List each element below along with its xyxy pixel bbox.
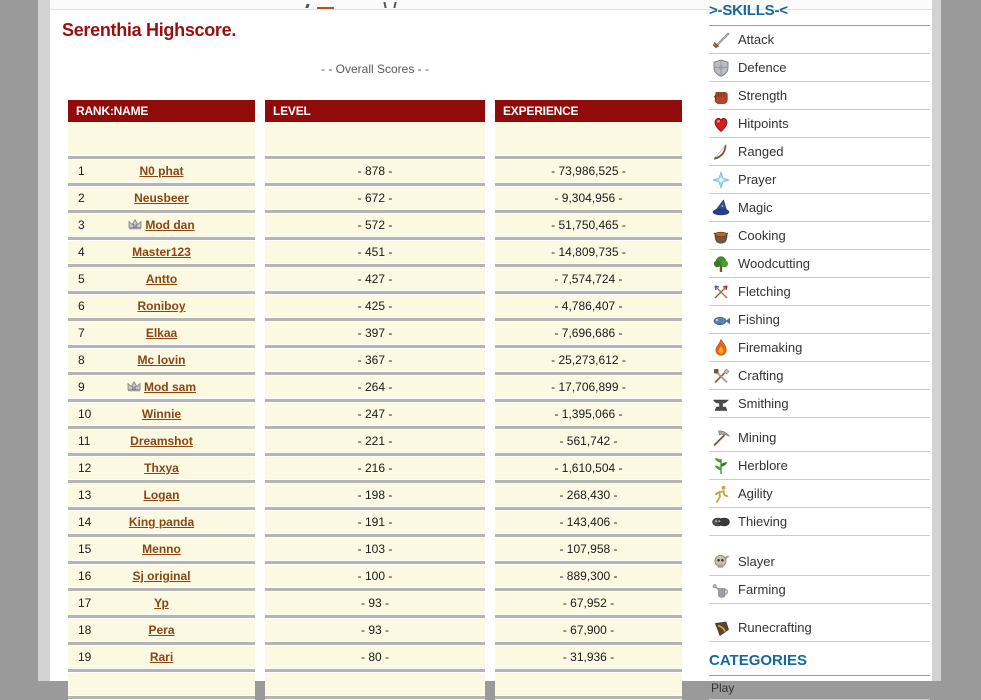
skill-label: Runecrafting [738,620,812,635]
smithing-icon [711,394,731,414]
skill-label: Ranged [738,144,784,159]
skill-label: Cooking [738,228,786,243]
sidebar-skill-thieving[interactable] [709,508,930,536]
skill-label: Agility [738,486,773,501]
page-left-margin [38,0,50,681]
level-value: - 427 - [357,272,393,286]
sidebar-skill-smithing[interactable] [709,390,930,418]
experience-value: - 51,750,465 - [551,218,626,232]
sidebar-skill-slayer[interactable] [709,548,930,576]
category-label: Play [711,680,735,695]
experience-value: - 67,952 - [562,596,615,610]
table-row [265,673,485,695]
runecrafting-icon [711,618,731,638]
table-row [495,187,682,209]
player-link[interactable]: Menno [142,542,181,556]
player-link[interactable]: Yp [154,596,169,610]
sidebar-skill-mining[interactable] [709,424,930,452]
row-separator [265,695,485,700]
sidebar-skill-firemaking[interactable] [709,334,930,362]
table-row [68,619,255,641]
rank-value: 3 [78,218,85,232]
empty-row [68,122,255,155]
sidebar-skill-fletching[interactable] [709,278,930,306]
fletching-icon [711,282,731,302]
player-name-cell [68,511,255,533]
player-name-cell [68,322,255,344]
table-row [265,376,485,398]
table-row [495,457,682,479]
level-header: LEVEL [265,100,485,122]
fishing-icon [711,310,731,330]
player-name-cell [68,349,255,371]
experience-value: - 1,610,504 - [554,461,623,475]
table-row [495,295,682,317]
player-link[interactable]: Mc lovin [137,353,186,367]
table-row [265,619,485,641]
table-row [265,349,485,371]
sidebar-skill-farming[interactable] [709,576,930,604]
rank-value: 9 [78,380,85,394]
sidebar-skill-herblore[interactable] [709,452,930,480]
experience-value: - 7,696,686 - [554,326,623,340]
table-row [265,646,485,668]
table-row [68,187,255,209]
player-name-cell [68,214,255,236]
level-value: - 878 - [357,164,393,178]
ranged-icon [711,142,731,162]
table-row [495,322,682,344]
table-row [265,187,485,209]
level-value: - 191 - [357,515,393,529]
player-name-cell [68,295,255,317]
table-row [68,322,255,344]
magic-icon [711,198,731,218]
table-row [68,592,255,614]
clipped-text-fragment [383,2,386,8]
page-body [50,0,932,695]
rank-value: 10 [78,407,92,421]
player-link[interactable]: Mod sam [143,380,196,394]
svg-text:M: M [133,224,138,230]
player-name-cell [68,646,255,668]
skill-label: Attack [738,32,775,47]
experience-value: - 1,395,066 - [554,407,623,421]
table-row [495,403,682,425]
player-name-cell [68,592,255,614]
table-row [68,538,255,560]
clipped-text-fragment [393,2,396,8]
level-value: - 93 - [360,596,389,610]
row-separator [495,695,682,700]
table-row [68,214,255,236]
thieving-icon [711,512,731,532]
player-link[interactable]: Sj original [132,569,191,583]
player-link[interactable]: Winnie [141,407,182,421]
table-row [495,673,682,695]
player-link[interactable]: King panda [128,515,195,529]
overall-scores-subtitle: - - Overall Scores - - [320,62,429,76]
player-name-cell [68,268,255,290]
row-separator [68,695,255,700]
table-row [68,565,255,587]
hitpoints-icon [711,114,731,134]
sidebar-skill-magic[interactable] [709,194,930,222]
table-row [495,376,682,398]
woodcutting-icon [711,254,731,274]
cooking-icon [711,226,731,246]
player-name-cell [68,160,255,182]
sidebar-skill-defence[interactable] [709,54,930,82]
skill-label: Smithing [738,396,789,411]
herblore-icon [711,456,731,476]
rank-value: 18 [78,623,92,637]
table-row [495,619,682,641]
sidebar-category-play[interactable] [709,676,930,700]
experience-table [495,100,682,700]
player-link[interactable]: Master123 [132,245,191,259]
experience-value: - 31,936 - [562,650,615,664]
level-table [265,100,485,700]
table-row [265,241,485,263]
rank-value: 16 [78,569,92,583]
skill-label: Herblore [738,458,788,473]
player-link[interactable]: Rari [149,650,174,664]
skills-sidebar [709,0,930,700]
table-row [265,268,485,290]
level-value: - 198 - [357,488,393,502]
level-value: - 264 - [357,380,393,394]
level-value: - 216 - [357,461,393,475]
experience-value: - 7,574,724 - [554,272,623,286]
table-row [495,592,682,614]
table-row [68,241,255,263]
rank-name-header: RANK:NAME [68,100,255,122]
strength-icon [711,86,731,106]
rank-value: 4 [78,245,85,259]
clipped-link-underline [317,7,334,9]
player-link[interactable]: Antto [145,272,178,286]
table-row [68,484,255,506]
rank-value: 19 [78,650,92,664]
rank-value: 12 [78,461,92,475]
table-row [265,295,485,317]
experience-value: - 67,900 - [562,623,615,637]
slayer-icon [711,552,731,572]
table-row [495,160,682,182]
player-link[interactable]: Logan [143,488,180,502]
sidebar-skill-hitpoints[interactable] [709,110,930,138]
level-value: - 367 - [357,353,393,367]
table-row [265,457,485,479]
table-row [265,511,485,533]
skill-label: Defence [738,60,787,75]
player-name-cell [68,457,255,479]
rank-value: 15 [78,542,92,556]
table-row [265,322,485,344]
table-row [265,538,485,560]
experience-header: EXPERIENCE [495,100,682,122]
table-row [68,430,255,452]
sidebar-skill-ranged[interactable] [709,138,930,166]
skill-label: Fishing [738,312,780,327]
mining-icon [711,428,731,448]
rank-value: 11 [78,434,91,448]
level-value: - 247 - [357,407,393,421]
table-row [68,376,255,398]
table-row [495,538,682,560]
level-value: - 397 - [357,326,393,340]
skill-label: Firemaking [738,340,803,355]
table-row [68,673,255,695]
table-row [495,241,682,263]
clipped-text-fragment [305,4,309,8]
table-row [265,160,485,182]
page-title: Serenthia Highscore. [62,20,237,40]
skill-label: Prayer [738,172,777,187]
table-row [68,511,255,533]
player-name-cell [68,430,255,452]
sidebar-skill-woodcutting[interactable] [709,250,930,278]
level-value: - 100 - [357,569,393,583]
player-name-cell [68,187,255,209]
table-row [495,430,682,452]
experience-value: - 9,304,956 - [554,191,623,205]
skills-heading: >-SKILLS-< [709,0,930,26]
rank-value: 2 [78,191,85,205]
table-row [495,565,682,587]
table-row [265,484,485,506]
player-link[interactable]: Mod dan [145,218,195,232]
empty-row [265,122,485,155]
skill-label: Thieving [738,514,788,529]
experience-value: - 14,809,735 - [551,245,626,259]
experience-value: - 889,300 - [559,569,618,583]
table-row [68,646,255,668]
sidebar-skill-strength[interactable] [709,82,930,110]
rank-value: 7 [78,326,85,340]
rank-value: 17 [78,596,92,610]
player-link[interactable]: N0 phat [139,164,184,178]
player-name-cell [68,403,255,425]
table-row [495,484,682,506]
rank-value: 8 [78,353,85,367]
table-row [68,403,255,425]
skill-label: Crafting [738,368,784,383]
skill-label: Farming [738,582,786,597]
table-row [495,268,682,290]
rank-value: 1 [78,164,85,178]
skill-label: Strength [738,88,788,103]
rank-value: 14 [78,515,92,529]
table-row [265,565,485,587]
skill-label: Fletching [738,284,791,299]
skill-label: Hitpoints [738,116,789,131]
prayer-icon [711,170,731,190]
player-name-cell [68,538,255,560]
table-row [68,268,255,290]
skill-label: Magic [738,200,773,215]
level-value: - 93 - [360,623,389,637]
sidebar-skill-cooking[interactable] [709,222,930,250]
table-row [495,214,682,236]
player-link[interactable]: Dreamshot [130,434,193,448]
categories-heading: CATEGORIES [709,648,930,676]
table-row [495,646,682,668]
table-row [495,511,682,533]
experience-value: - 107,958 - [559,542,618,556]
level-value: - 103 - [357,542,393,556]
sidebar-skill-agility[interactable] [709,480,930,508]
experience-value: - 25,273,612 - [551,353,626,367]
sidebar-skill-crafting[interactable] [709,362,930,390]
firemaking-icon [711,338,731,358]
table-row [265,592,485,614]
player-name-cell [68,619,255,641]
sidebar-skill-fishing[interactable] [709,306,930,334]
player-link[interactable]: Elkaa [145,326,178,340]
mod-crown-icon [127,381,141,392]
attack-icon [711,30,731,50]
page-right-margin [932,0,941,681]
level-value: - 80 - [360,650,389,664]
empty-row [495,122,682,155]
experience-value: - 4,786,407 - [554,299,623,313]
table-row [265,430,485,452]
table-row [68,160,255,182]
skill-label: Woodcutting [738,256,811,271]
crafting-icon [711,366,731,386]
defence-icon [711,58,731,78]
player-name-cell [68,376,255,398]
sidebar-skill-runecrafting[interactable] [709,614,930,642]
experience-value: - 17,706,899 - [551,380,626,394]
experience-value: - 268,430 - [559,488,618,502]
table-row [495,349,682,371]
rank-value: 13 [78,488,92,502]
player-name-cell [68,241,255,263]
player-link[interactable]: Pera [148,623,175,637]
rank-value: 6 [78,299,85,313]
mod-crown-icon [128,219,142,230]
player-name-cell [68,484,255,506]
skill-label: Mining [738,430,777,445]
table-row [265,403,485,425]
player-name-cell [68,565,255,587]
table-row [68,457,255,479]
level-value: - 672 - [357,191,393,205]
experience-value: - 561,742 - [559,434,618,448]
rank-value: 5 [78,272,85,286]
player-link[interactable]: Thxya [144,461,179,475]
sidebar-skill-attack[interactable] [709,26,930,54]
table-row [68,349,255,371]
agility-icon [711,484,731,504]
skill-label: Slayer [738,554,775,569]
svg-text:M: M [131,386,137,392]
player-link[interactable]: Roniboy [137,299,186,313]
level-value: - 451 - [357,245,393,259]
player-link[interactable]: Neusbeer [134,191,189,205]
farming-icon [711,580,731,600]
level-value: - 572 - [357,218,393,232]
sidebar-skill-prayer[interactable] [709,166,930,194]
rank-name-table [68,100,255,700]
experience-value: - 73,986,525 - [551,164,626,178]
experience-value: - 143,406 - [559,515,618,529]
table-row [265,214,485,236]
level-value: - 425 - [357,299,393,313]
table-row [68,295,255,317]
level-value: - 221 - [357,434,393,448]
